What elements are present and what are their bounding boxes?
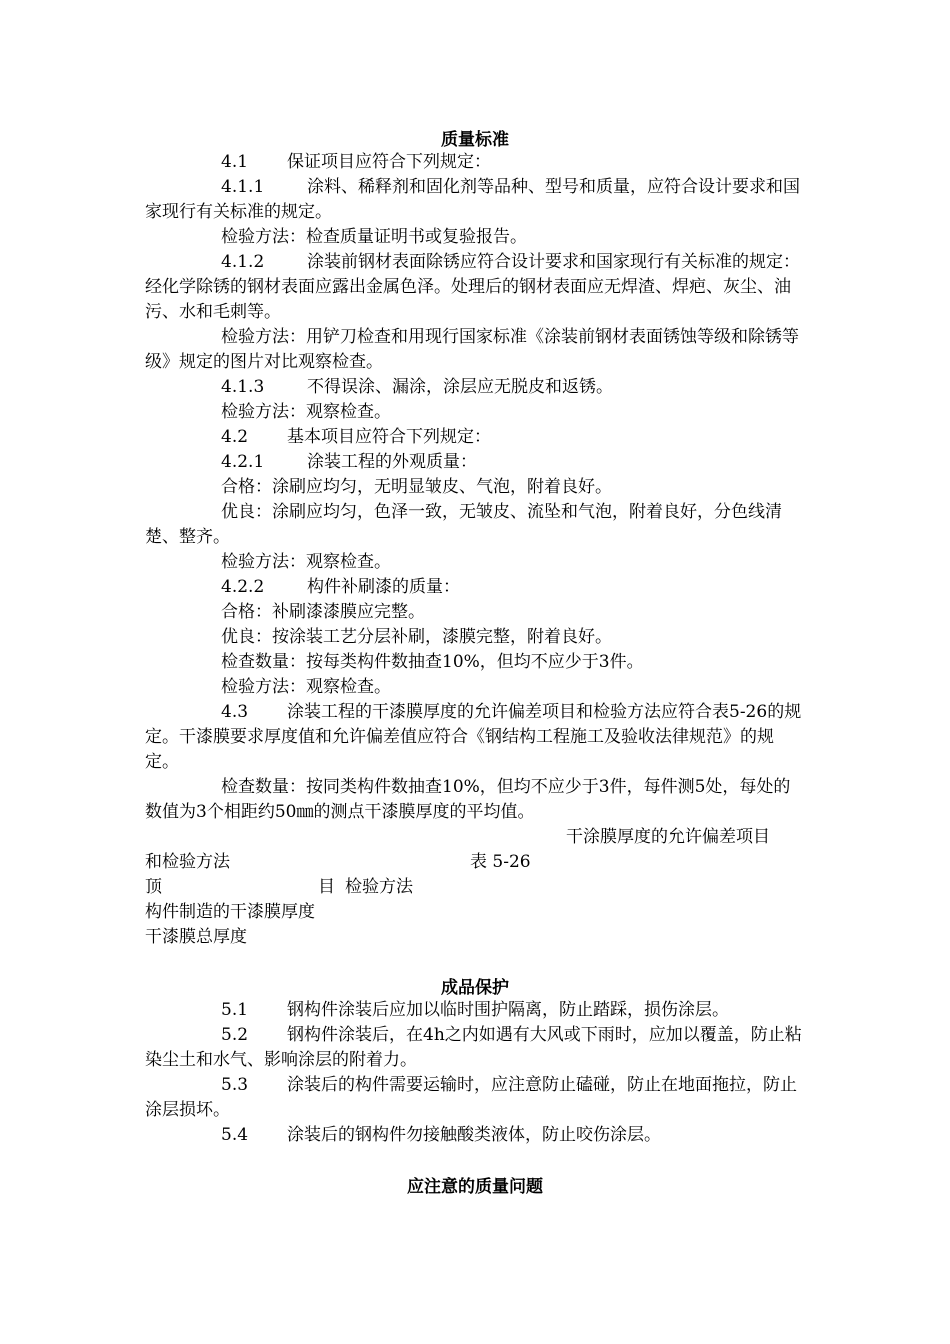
table-row: 干漆膜总厚度 — [145, 927, 247, 947]
paragraph-4-1-1 — [145, 175, 805, 225]
paragraph-qualified: 合格：补刷漆漆膜应完整。 — [221, 602, 425, 622]
paragraph-5-3 — [145, 1073, 805, 1123]
clause-text: 涂装工程的外观质量： — [307, 452, 477, 472]
clause-number: 4.3 — [221, 702, 249, 722]
paragraph-check-method: 检验方法：观察检查。 — [221, 677, 391, 697]
clause-number: 4.1 — [221, 152, 249, 172]
clause-number: 4.2 — [221, 427, 249, 447]
table-caption-continued: 和检验方法 — [145, 852, 230, 872]
table-row: 构件制造的干漆膜厚度 — [145, 902, 315, 922]
paragraph-4-2-2 — [145, 575, 805, 600]
paragraph-excellent: 优良：涂刷应均匀，色泽一致，无皱皮、流坠和气泡，附着良好，分色线清楚、整齐。 — [145, 502, 782, 547]
paragraph-5-4 — [145, 1123, 805, 1148]
paragraph-4-1-2 — [145, 250, 805, 325]
paragraph-5-1 — [145, 998, 805, 1023]
clause-text: 涂料、稀释剂和固化剂等品种、型号和质量，应符合设计要求和国家现行有关标准的规定。 — [145, 177, 800, 222]
paragraph-4-2-1 — [145, 450, 805, 475]
clause-number: 4.1.2 — [221, 252, 265, 272]
paragraph-4-2 — [145, 425, 805, 450]
clause-text: 钢构件涂装后，在4h之内如遇有大风或下雨时，应加以覆盖，防止粘染尘土和水气、影响涂层的附着力。 — [145, 1025, 802, 1070]
clause-number: 5.2 — [221, 1025, 249, 1045]
table-header-item-a: 顶 — [145, 877, 162, 897]
clause-text: 涂装工程的干漆膜厚度的允许偏差项目和检验方法应符合表5-26的规定。干漆膜要求厚度值和允许偏差值应符合《钢结构工程施工及验收法律规范》的规定。 — [145, 702, 802, 772]
paragraph-4-1 — [145, 150, 805, 175]
paragraph-4-3 — [145, 700, 805, 775]
table-header-item-b: 目 — [318, 877, 335, 897]
clause-number: 4.2.2 — [221, 577, 265, 597]
paragraph-check-method: 检验方法：观察检查。 — [221, 402, 391, 422]
clause-number: 5.1 — [221, 1000, 249, 1020]
clause-text: 涂装前钢材表面除锈应符合设计要求和国家现行有关标准的规定：经化学除锈的钢材表面应露出金属色泽。处理后的钢材表面应无焊渣、焊疤、灰尘、油污、水和毛刺等。 — [145, 252, 800, 322]
clause-text: 构件补刷漆的质量： — [307, 577, 460, 597]
clause-number: 4.1.3 — [221, 377, 265, 397]
paragraph-check-method: 检验方法：检查质量证明书或复验报告。 — [221, 227, 527, 247]
section-heading-product-protection: 成品保护 — [441, 978, 509, 998]
clause-text: 基本项目应符合下列规定： — [287, 427, 491, 447]
clause-text: 不得误涂、漏涂，涂层应无脱皮和返锈。 — [307, 377, 613, 397]
clause-text: 涂装后的钢构件勿接触酸类液体，防止咬伤涂层。 — [287, 1125, 661, 1145]
clause-number: 5.4 — [221, 1125, 249, 1145]
section-heading-quality-issues: 应注意的质量问题 — [407, 1177, 543, 1197]
table-header-method: 检验方法 — [345, 877, 413, 897]
table-caption: 干涂膜厚度的允许偏差项目 — [566, 827, 770, 847]
clause-number: 5.3 — [221, 1075, 249, 1095]
paragraph-excellent: 优良：按涂装工艺分层补刷，漆膜完整，附着良好。 — [221, 627, 612, 647]
paragraph-check-method: 检验方法：观察检查。 — [221, 552, 391, 572]
paragraph-4-1-3 — [145, 375, 805, 400]
paragraph-5-2 — [145, 1023, 805, 1073]
clause-number: 4.1.1 — [221, 177, 265, 197]
paragraph-check-method: 检验方法：用铲刀检查和用现行国家标准《涂装前钢材表面锈蚀等级和除锈等级》规定的图片对比观察检查。 — [145, 327, 799, 372]
paragraph-check-quantity: 检查数量：按每类构件数抽查10%，但均不应少于3件。 — [221, 652, 644, 672]
clause-number: 4.2.1 — [221, 452, 265, 472]
paragraph-qualified: 合格：涂刷应均匀，无明显皱皮、气泡，附着良好。 — [221, 477, 612, 497]
clause-text: 保证项目应符合下列规定： — [287, 152, 491, 172]
section-heading-quality-standard: 质量标准 — [441, 130, 509, 150]
paragraph-check-quantity: 检查数量：按同类构件数抽查10%，但均不应少于3件，每件测5处，每处的数值为3个相距约50㎜的测点干漆膜厚度的平均值。 — [145, 777, 791, 822]
clause-text: 涂装后的构件需要运输时，应注意防止磕碰，防止在地面拖拉，防止涂层损坏。 — [145, 1075, 797, 1120]
clause-text: 钢构件涂装后应加以临时围护隔离，防止踏踩，损伤涂层。 — [287, 1000, 729, 1020]
table-number: 表 5-26 — [470, 852, 531, 872]
